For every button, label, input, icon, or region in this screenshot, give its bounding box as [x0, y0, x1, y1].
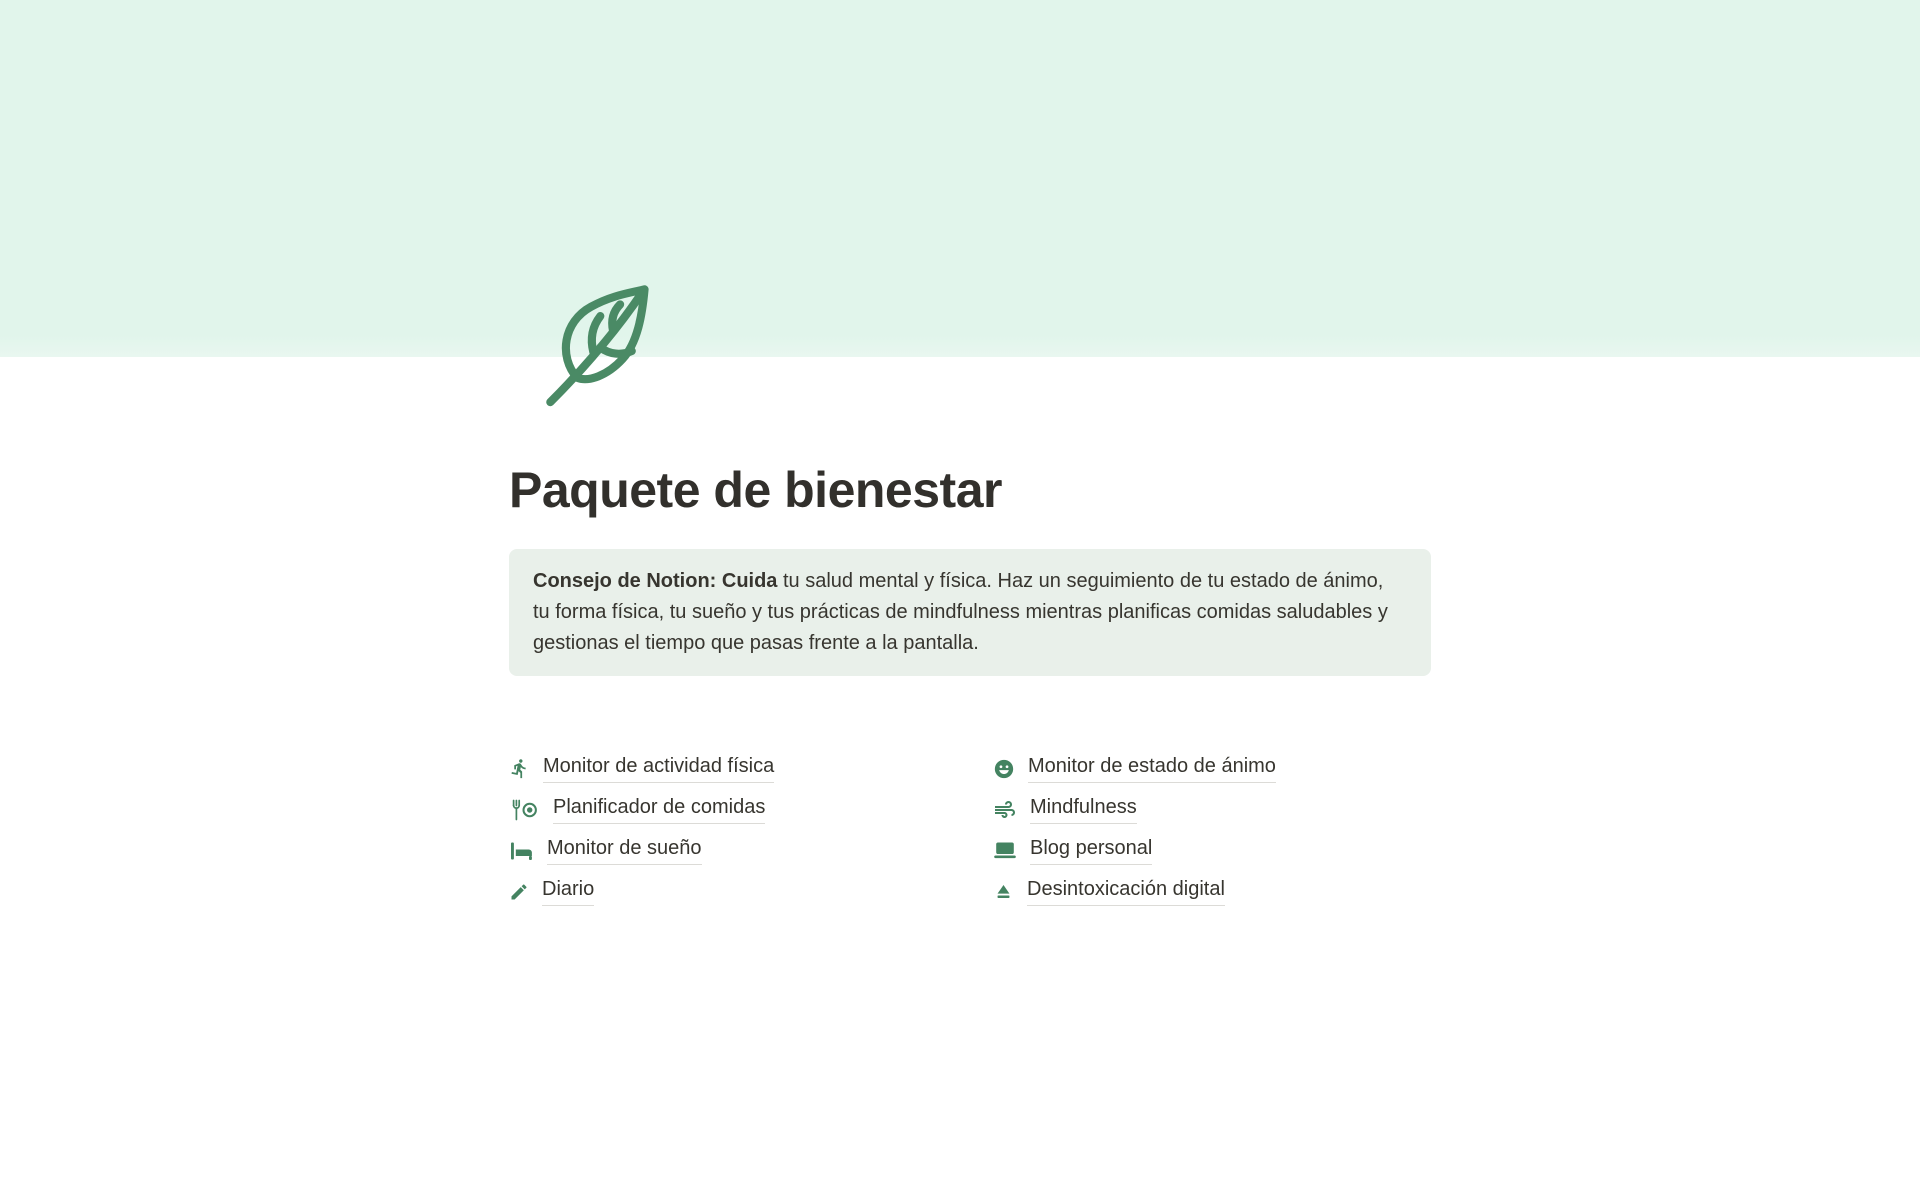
links-column-right: [993, 754, 1431, 918]
page-body: [509, 357, 1431, 918]
link-row: [509, 877, 947, 906]
links-column-left: [509, 754, 947, 918]
link-row: [509, 754, 947, 783]
callout-text: tu salud mental y física. Haz un seguimiento de tu estado de ánimo, tu forma física, tu sueño y tus prácticas de mindfulness mientras planificas comidas saludables y gestionas el tiempo que pasas frente a la pantalla.: [533, 570, 1388, 654]
page-link-planificador-comidas[interactable]: Planificador de comidas: [553, 795, 765, 824]
page-cover: [0, 0, 1920, 357]
link-row: [993, 877, 1431, 906]
link-row: [509, 795, 947, 824]
bed-icon: [509, 840, 534, 862]
eject-icon: [993, 881, 1014, 902]
wind-icon: [993, 798, 1017, 822]
page-links: [509, 754, 1431, 918]
smiley-icon: [993, 758, 1015, 780]
page-title: Paquete de bienestar: [509, 462, 1002, 518]
notion-tip-callout: [509, 549, 1431, 676]
pen-icon: [509, 882, 529, 902]
page-link-mindfulness[interactable]: Mindfulness: [1030, 795, 1137, 824]
page-link-diario[interactable]: Diario: [542, 877, 594, 906]
page-link-blog-personal[interactable]: Blog personal: [1030, 836, 1152, 865]
runner-icon: [509, 758, 530, 779]
link-row: [993, 836, 1431, 865]
link-row: [509, 836, 947, 865]
page-link-monitor-actividad-fisica[interactable]: Monitor de actividad física: [543, 754, 774, 783]
link-row: [993, 754, 1431, 783]
page-link-monitor-sueno[interactable]: Monitor de sueño: [547, 836, 702, 865]
link-row: [993, 795, 1431, 824]
laptop-icon: [993, 840, 1017, 861]
page-link-monitor-estado-animo[interactable]: Monitor de estado de ánimo: [1028, 754, 1276, 783]
callout-bold-lead: Consejo de Notion: Cuida: [533, 570, 778, 592]
page-link-desintoxicacion-digital[interactable]: Desintoxicación digital: [1027, 877, 1225, 906]
fork-plate-icon: [509, 799, 540, 821]
